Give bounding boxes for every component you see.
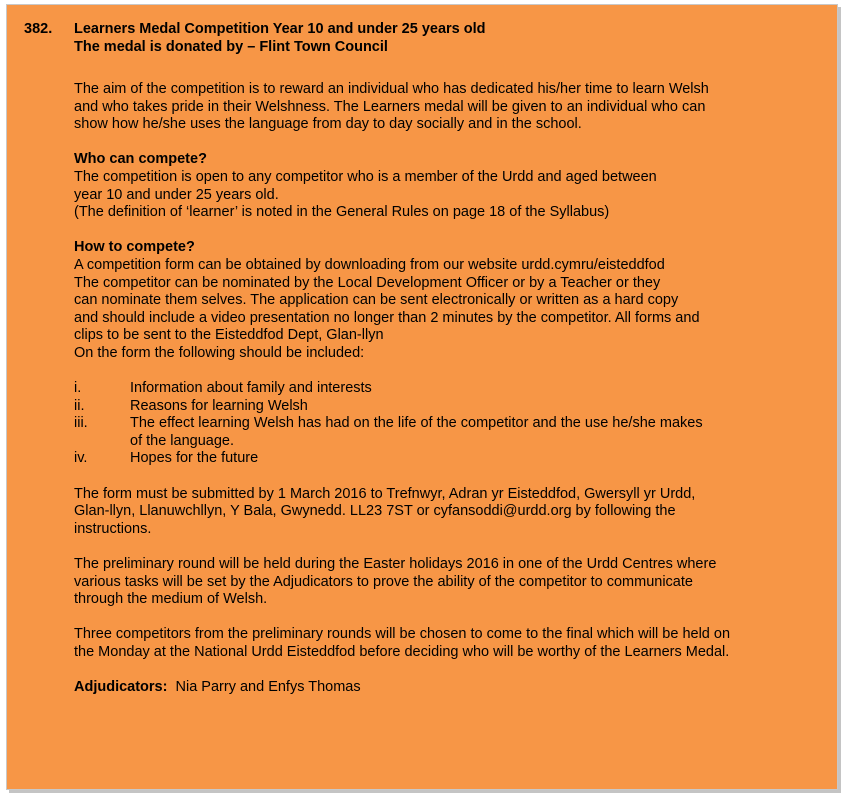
submission-paragraph: The form must be submitted by 1 March 2016 to Trefnwyr, Adran yr Eisteddfod, Gwersyll yr Urdd, Glan-llyn, Llanuwchllyn, Y Bala, Gwynedd. LL23 7ST or cyfansoddi@urdd.org by following the instructions.: [74, 485, 696, 537]
competition-box: [6, 4, 838, 790]
who-paragraph: The competition is open to any competitor who is a member of the Urdd and aged between year 10 and under 25 years old. (The definition of ‘learner’ is noted in the General Rules on page 18 of the Syllabus): [74, 168, 657, 221]
item-number: 382.: [24, 21, 53, 37]
list-item: iv. Hopes for the future: [74, 450, 259, 467]
adjudicators-label: Adjudicators:: [74, 679, 168, 696]
list-item: i. Information about family and interests: [74, 380, 372, 397]
list-marker: iv.: [74, 450, 88, 467]
how-paragraph: A competition form can be obtained by downloading from our website urdd.cymru/eisteddfod The competitor can be nominated by the Local Development Officer or by a Teacher or they can nominate them selves. The application can be sent electronically or written as a hard copy and should include a video presentation no longer than 2 minutes by the competitor. All forms and clips to be sent to the Eisteddfod Dept, Glan-llyn On the form the following should be included:: [74, 256, 700, 361]
list-item: ii. Reasons for learning Welsh: [74, 397, 308, 414]
preliminary-paragraph: The preliminary round will be held during the Easter holidays 2016 in one of the Urdd Centres where various tasks will be set by the Adjudicators to prove the ability of the competitor to communicate through the medium of Welsh.: [74, 556, 717, 608]
aim-paragraph: The aim of the competition is to reward an individual who has dedicated his/her time to learn Welsh and who takes pride in their Welshness. The Learners medal will be given to an individual who can show how he/she uses the language from day to day socially and in the school.: [74, 81, 709, 133]
how-heading: How to compete?: [74, 239, 195, 256]
adjudicators-names: Nia Parry and Enfys Thomas: [175, 679, 361, 696]
list-marker: ii.: [74, 397, 85, 414]
who-heading: Who can compete?: [74, 151, 207, 168]
donor-line: The medal is donated by – Flint Town Council: [74, 38, 388, 55]
list-marker: iii.: [74, 415, 88, 432]
competition-title: Learners Medal Competition Year 10 and under 25 years old: [74, 21, 486, 37]
list-item: iii. The effect learning Welsh has had on the life of the competitor and the use he/she makes of the language.: [74, 415, 703, 449]
adjudicators-line: [74, 679, 829, 697]
requirements-list: [74, 380, 829, 468]
final-paragraph: Three competitors from the preliminary rounds will be chosen to come to the final which will be held on the Monday at the National Urdd Eisteddfod before deciding who will be worthy of the Learners Medal.: [74, 626, 731, 660]
list-marker: i.: [74, 380, 82, 397]
competition-content: [74, 81, 829, 697]
